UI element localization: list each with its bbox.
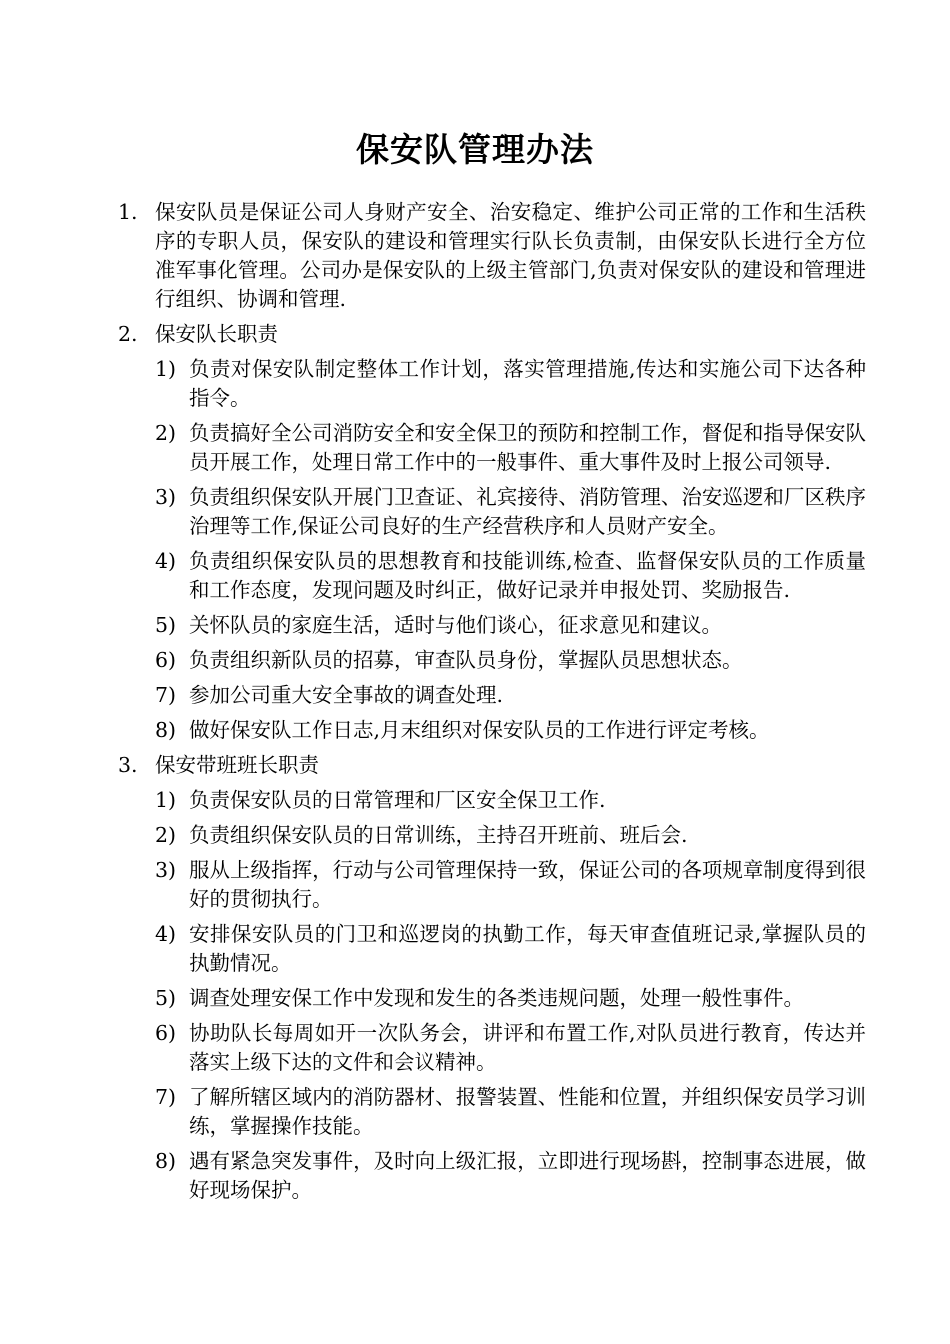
item-number: 6) (155, 648, 177, 672)
list-item (155, 821, 866, 850)
item-number: 8) (155, 718, 177, 742)
item-number: 4) (155, 549, 177, 573)
list-item (155, 1147, 866, 1205)
item-number: 3) (155, 485, 177, 509)
item-text: 负责组织保安队员的思想教育和技能训练,检查、监督保安队员的工作质量和工作态度，发现问题及时纠正，做好记录并申报处罚、奖励报告. (189, 549, 866, 602)
item-text: 参加公司重大安全事故的调查处理. (189, 683, 504, 707)
list-item (155, 1019, 866, 1077)
item-number: 8) (155, 1149, 177, 1173)
section-heading: 保安队长职责 (155, 322, 278, 346)
item-text: 负责组织新队员的招募，审查队员身份，掌握队员思想状态。 (189, 648, 743, 672)
item-number: 5) (155, 986, 177, 1010)
section-2-list (155, 355, 866, 745)
item-number: 4) (155, 922, 177, 946)
list-item (155, 716, 866, 745)
item-number: 1) (155, 357, 177, 381)
list-item (155, 483, 866, 541)
section-number: 2. (118, 322, 138, 346)
list-item (155, 611, 866, 640)
list-item (155, 920, 866, 978)
item-text: 负责保安队员的日常管理和厂区安全保卫工作. (189, 788, 606, 812)
list-item (155, 419, 866, 477)
section-3-list (155, 786, 866, 1205)
item-number: 3) (155, 858, 177, 882)
section-number: 3. (118, 753, 138, 777)
item-text: 安排保安队员的门卫和巡逻岗的执勤工作，每天审查值班记录,掌握队员的执勤情况。 (189, 922, 866, 975)
item-text: 了解所辖区域内的消防器材、报警装置、性能和位置，并组织保安员学习训练，掌握操作技能。 (189, 1085, 866, 1138)
item-number: 5) (155, 613, 177, 637)
item-number: 2) (155, 823, 177, 847)
item-text: 遇有紧急突发事件，及时向上级汇报，立即进行现场斟，控制事态进展，做好现场保护。 (189, 1149, 866, 1202)
item-text: 关怀队员的家庭生活，适时与他们谈心，征求意见和建议。 (189, 613, 722, 637)
list-item (155, 1083, 866, 1141)
item-text: 服从上级指挥，行动与公司管理保持一致，保证公司的各项规章制度得到很好的贯彻执行。 (189, 858, 866, 911)
item-text: 负责组织保安队开展门卫查证、礼宾接待、消防管理、治安巡逻和厂区秩序治理等工作,保证公司良好的生产经营秩序和人员财产安全。 (189, 485, 866, 538)
item-text: 调查处理安保工作中发现和发生的各类违规问题，处理一般性事件。 (189, 986, 804, 1010)
item-number: 6) (155, 1021, 177, 1045)
list-item (155, 984, 866, 1013)
section-1 (118, 198, 866, 314)
item-number: 1) (155, 788, 177, 812)
document-body (118, 198, 866, 1211)
list-item (155, 355, 866, 413)
item-number: 7) (155, 1085, 177, 1109)
section-heading: 保安带班班长职责 (155, 753, 319, 777)
list-item (155, 646, 866, 675)
item-text: 负责对保安队制定整体工作计划，落实管理措施,传达和实施公司下达各种指令。 (189, 357, 866, 410)
section-3 (118, 751, 866, 1205)
section-text: 保安队员是保证公司人身财产安全、治安稳定、维护公司正常的工作和生活秩序的专职人员，保安队的建设和管理实行队长负责制，由保安队长进行全方位准军事化管理。公司办是保安队的上级主管部门,负责对保安队的建设和管理进行组织、协调和管理. (155, 200, 866, 311)
section-number: 1. (118, 200, 138, 224)
item-text: 负责搞好全公司消防安全和安全保卫的预防和控制工作，督促和指导保安队员开展工作，处理日常工作中的一般事件、重大事件及时上报公司领导. (189, 421, 866, 474)
list-item (155, 856, 866, 914)
item-number: 7) (155, 683, 177, 707)
list-item (155, 681, 866, 710)
item-text: 负责组织保安队员的日常训练，主持召开班前、班后会. (189, 823, 688, 847)
document-title: 保安队管理办法 (356, 130, 594, 169)
section-2 (118, 320, 866, 745)
list-item (155, 547, 866, 605)
item-text: 协助队长每周如开一次队务会，讲评和布置工作,对队员进行教育，传达并落实上级下达的文件和会议精神。 (189, 1021, 866, 1074)
item-number: 2) (155, 421, 177, 445)
item-text: 做好保安队工作日志,月末组织对保安队员的工作进行评定考核。 (189, 718, 770, 742)
list-item (155, 786, 866, 815)
